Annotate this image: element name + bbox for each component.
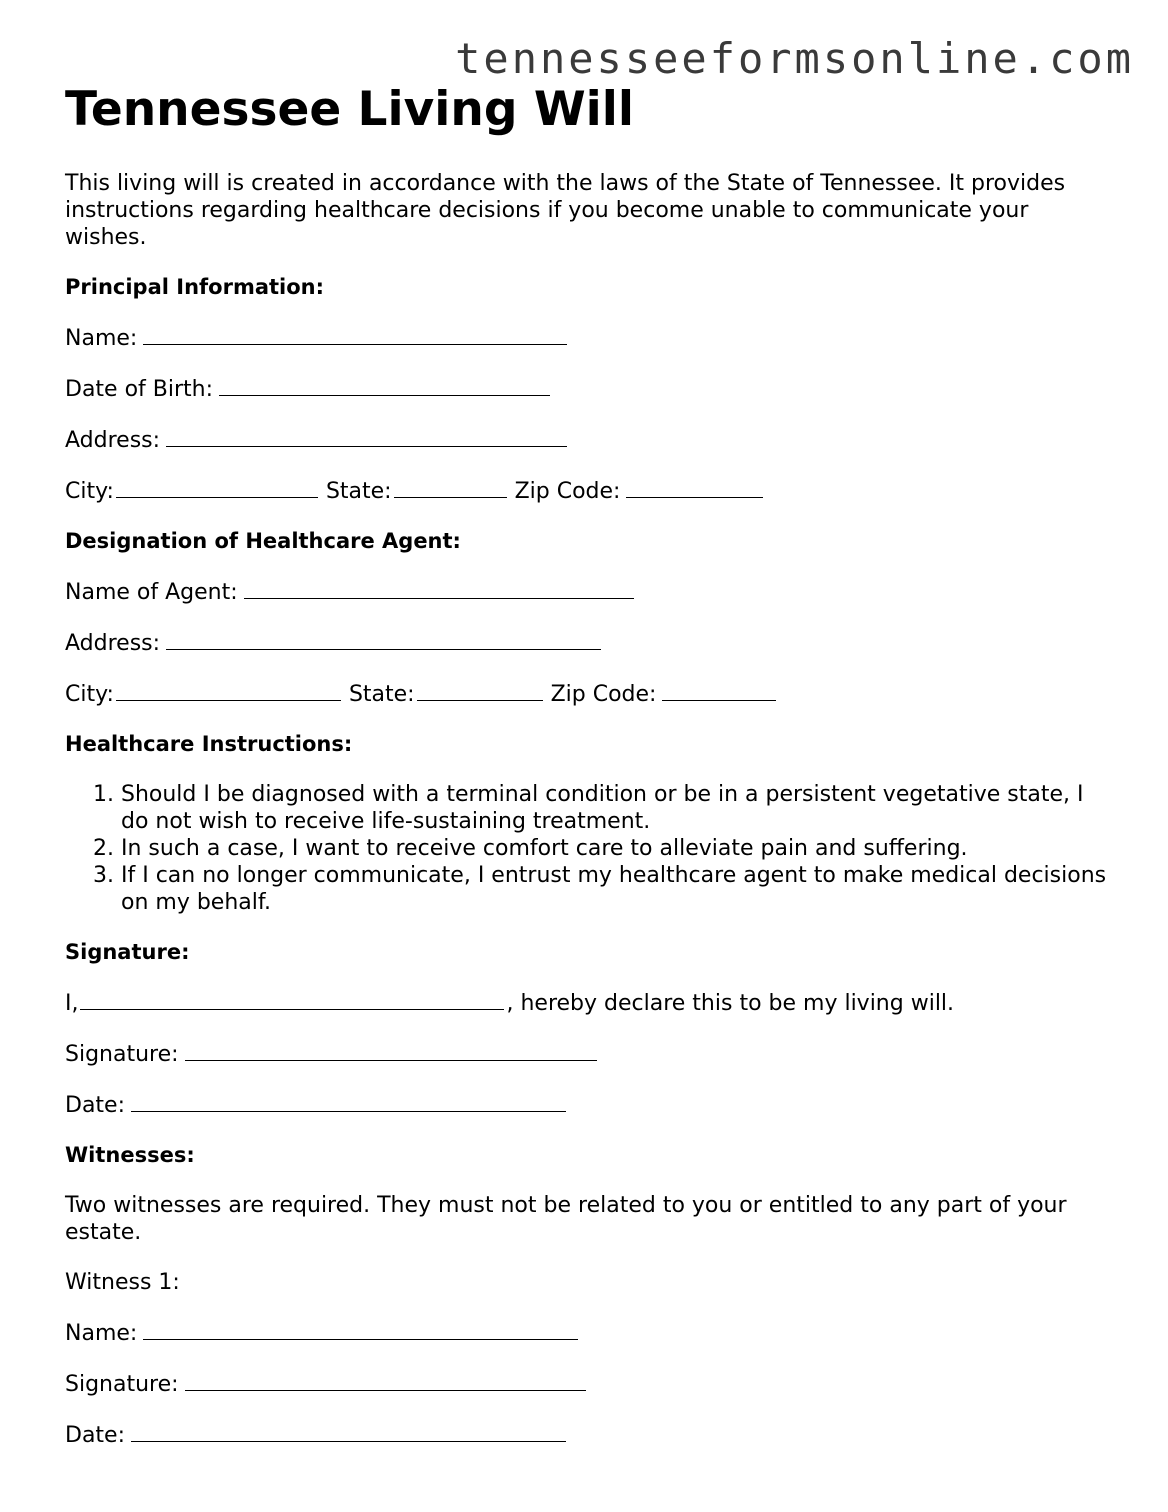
agent-city-row	[65, 680, 1110, 708]
declarant-name-field[interactable]	[80, 989, 504, 1010]
declaration-row	[65, 989, 1110, 1017]
principal-address-field[interactable]	[166, 426, 567, 447]
principal-zip-label: Zip Code:	[514, 479, 621, 504]
agent-address-row	[65, 629, 1110, 657]
principal-name-label: Name:	[65, 326, 138, 351]
signature-heading: Signature:	[65, 940, 190, 964]
witness1-signature-row	[65, 1370, 1110, 1398]
agent-address-label: Address:	[65, 631, 161, 656]
document-content	[65, 84, 1110, 1449]
instruction-item: 3. If I can no longer communicate, I entrust my healthcare agent to make medical decisions on my behalf.	[121, 862, 1110, 916]
principal-dob-label: Date of Birth:	[65, 377, 214, 402]
witness1-label: Witness 1:	[65, 1270, 180, 1295]
instruction-item: 2. In such a case, I want to receive comfort care to alleviate pain and suffering.	[121, 835, 1110, 862]
principal-dob-field[interactable]	[219, 375, 550, 396]
witness1-name-row	[65, 1319, 1110, 1347]
principal-date-label: Date:	[65, 1093, 125, 1118]
agent-heading: Designation of Healthcare Agent:	[65, 529, 461, 553]
agent-zip-label: Zip Code:	[550, 682, 657, 707]
principal-address-row	[65, 426, 1110, 454]
witness1-name-field[interactable]	[143, 1319, 578, 1340]
witness1-date-row	[65, 1421, 1110, 1449]
agent-address-field[interactable]	[166, 629, 601, 650]
witnesses-note: Two witnesses are required. They must not be related to you or entitled to any part of your estate.	[65, 1193, 1067, 1245]
principal-dob-row	[65, 375, 1110, 403]
principal-name-field[interactable]	[143, 324, 567, 345]
agent-name-field[interactable]	[244, 578, 634, 599]
instructions-list	[65, 781, 1110, 916]
principal-city-row	[65, 477, 1110, 505]
agent-state-field[interactable]	[417, 680, 543, 701]
principal-city-field[interactable]	[116, 477, 318, 498]
witness1-date-label: Date:	[65, 1423, 125, 1448]
site-watermark: tennesseeformsonline.com	[455, 34, 1134, 83]
principal-state-field[interactable]	[394, 477, 507, 498]
agent-state-label: State:	[348, 682, 415, 707]
principal-date-field[interactable]	[131, 1091, 566, 1112]
principal-date-row	[65, 1091, 1110, 1119]
agent-zip-field[interactable]	[662, 680, 776, 701]
declaration-prefix: I,	[65, 991, 79, 1016]
principal-heading: Principal Information:	[65, 275, 325, 299]
principal-address-label: Address:	[65, 428, 161, 453]
principal-name-row	[65, 324, 1110, 352]
principal-zip-field[interactable]	[626, 477, 763, 498]
principal-signature-row	[65, 1040, 1110, 1068]
principal-signature-field[interactable]	[185, 1040, 597, 1061]
agent-city-field[interactable]	[116, 680, 341, 701]
principal-state-label: State:	[325, 479, 392, 504]
witness1-date-field[interactable]	[131, 1421, 566, 1442]
witness1-name-label: Name:	[65, 1321, 138, 1346]
agent-name-label: Name of Agent:	[65, 580, 238, 605]
agent-city-label: City:	[65, 682, 114, 707]
document-title: Tennessee Living Will	[65, 82, 635, 137]
instructions-heading: Healthcare Instructions:	[65, 732, 353, 756]
principal-city-label: City:	[65, 479, 114, 504]
intro-paragraph: This living will is created in accordance with the laws of the State of Tennessee. It provides instructions regarding healthcare decisions if you become unable to communicate your wishes.	[65, 171, 1066, 250]
witness1-signature-label: Signature:	[65, 1372, 179, 1397]
principal-signature-label: Signature:	[65, 1042, 179, 1067]
witnesses-heading: Witnesses:	[65, 1143, 195, 1167]
declaration-suffix: , hereby declare this to be my living will.	[506, 991, 955, 1016]
agent-name-row	[65, 578, 1110, 606]
witness1-signature-field[interactable]	[185, 1370, 586, 1391]
instruction-item: 1. Should I be diagnosed with a terminal condition or be in a persistent vegetative state, I do not wish to receive life-sustaining treatment.	[121, 781, 1110, 835]
